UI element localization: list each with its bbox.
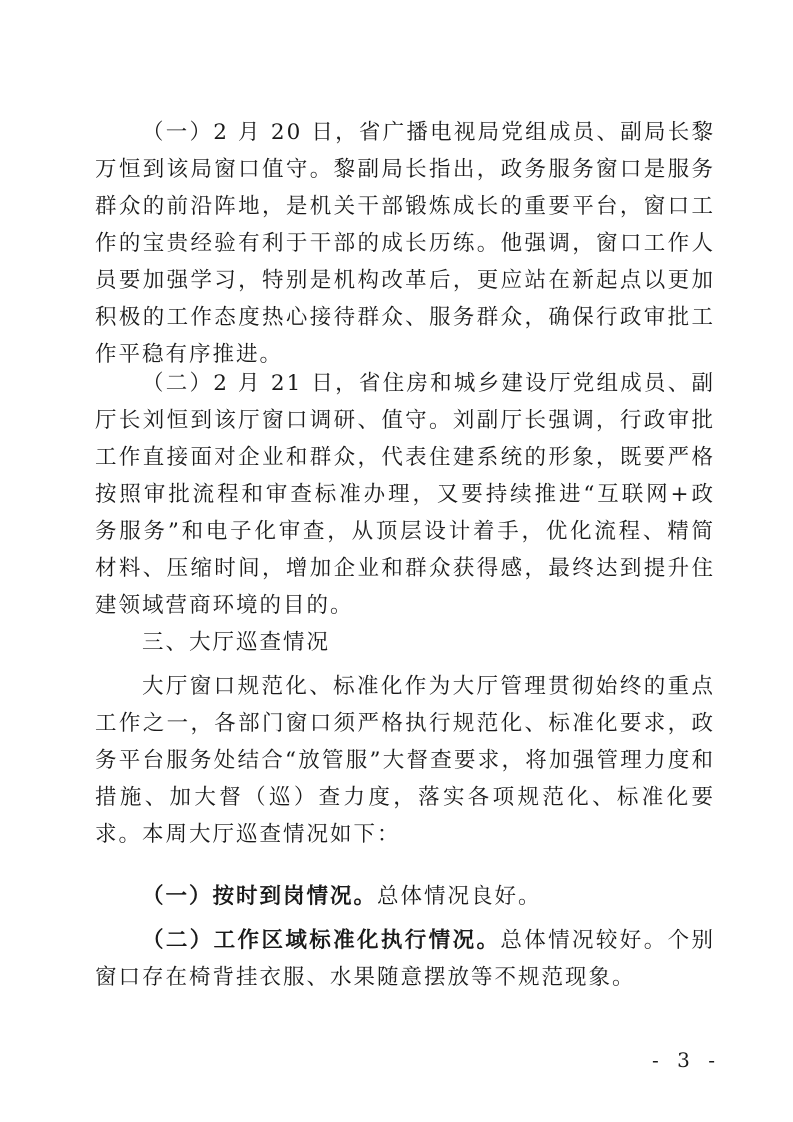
paragraph-5 (95, 922, 715, 996)
paragraph-4 (95, 878, 715, 915)
paragraph-5-lead: （二）工作区域标准化执行情况。 (142, 928, 501, 953)
paragraph-4-text: 总体情况良好。 (377, 884, 542, 909)
paragraph-5-text: 总体情况较好。个别窗口存在椅背挂衣服、水果随意摆放等不规范现象。 (95, 928, 715, 990)
paragraph-1: （一）2 月 20 日，省广播电视局党组成员、副局长黎万恒到该局窗口值守。黎副局长指出，政务服务窗口是服务群众的前沿阵地，是机关干部锻炼成长的重要平台，窗口工作的宝贵经验有利于干部的成长历练。他强调，窗口工作人员要加强学习，特别是机构改革后，更应站在新起点以更加积极的工作态度热心接待群众、服务群众，确保行政审批工作平稳有序推进。 (95, 120, 715, 367)
section-heading: 三、大厅巡查情况 (142, 630, 331, 655)
paragraph-4-lead: （一）按时到岗情况。 (142, 884, 378, 909)
paragraph-2: （二）2 月 21 日，省住房和城乡建设厅党组成员、副厅长刘恒到该厅窗口调研、值守。刘副厅长强调，行政审批工作直接面对企业和群众，代表住建系统的形象，既要严格按照审批流程和审查标准办理，又要持续推进“互联网+政务服务”和电子化审查，从顶层设计着手，优化流程、精简材料、压缩时间，增加企业和群众获得感，最终达到提升住建领域营商环境的目的。 (95, 371, 715, 618)
page-number: - 3 - (652, 1048, 721, 1072)
paragraph-3 (95, 668, 715, 853)
paragraph-3-text: 大厅窗口规范化、标准化作为大厅管理贯彻始终的重点工作之一，各部门窗口须严格执行规范化、标准化要求，政务平台服务处结合“放管服”大督查要求，将加强管理力度和措施、加大督（巡）查力度，落实各项规范化、标准化要求。本周大厅巡查情况如下： (95, 674, 715, 847)
